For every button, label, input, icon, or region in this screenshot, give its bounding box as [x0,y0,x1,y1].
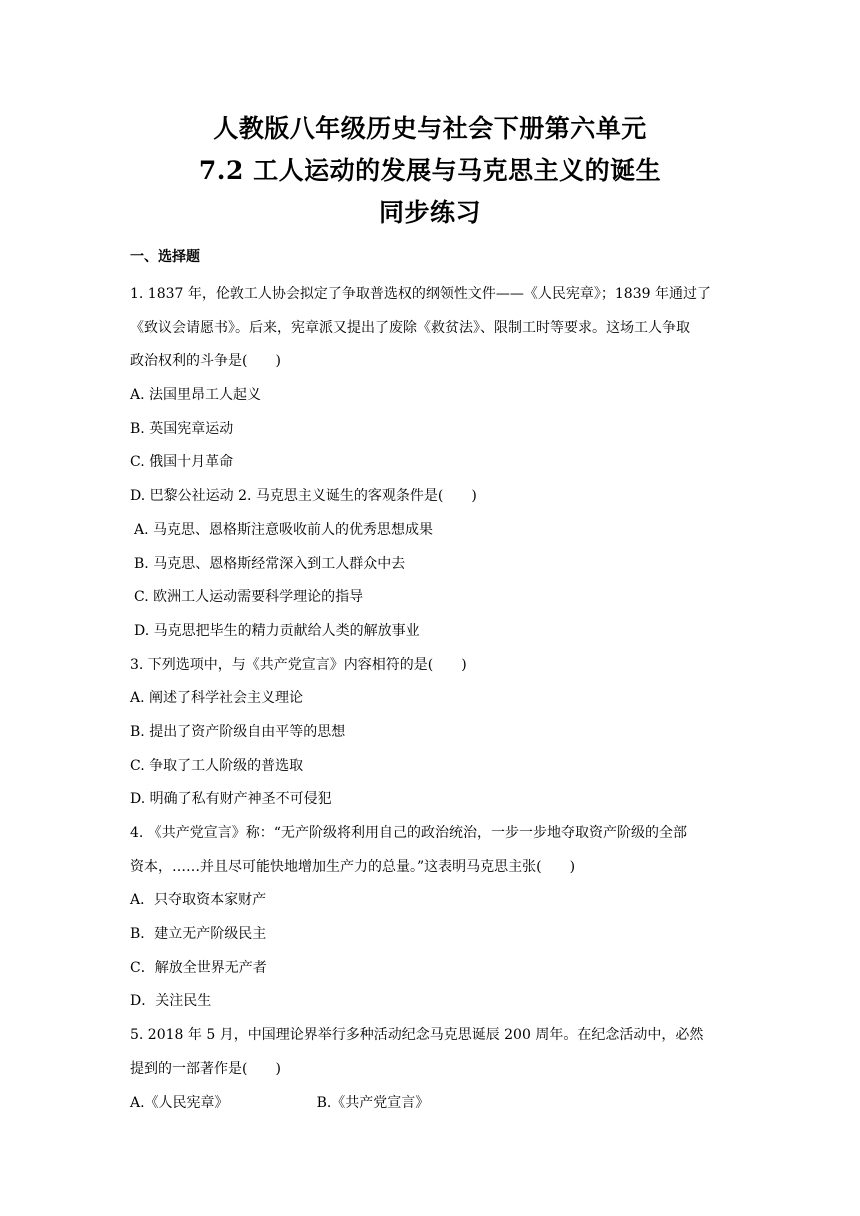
question-1-option-c: C. 俄国十月革命 [130,454,234,471]
question-2-option-c: C. 欧洲工人运动需要科学理论的指导 [134,589,364,606]
question-3-option-d: D. 明确了私有财产神圣不可侵犯 [130,791,332,808]
question-2-option-d: D. 马克思把毕生的精力贡献给人类的解放事业 [134,622,420,639]
question-1-stem-line-2: 《致议会请愿书》。后来，宪章派又提出了废除《救贫法》、限制工时等要求。这场工人争取 [130,319,690,336]
question-2 [130,514,730,649]
question-5-stem-line-2: 提到的一部著作是( ) [130,1060,281,1077]
question-4-option-b: B．建立无产阶级民主 [130,926,267,943]
question-1 [130,278,730,514]
question-3-option-a: A. 阐述了科学社会主义理论 [130,690,304,707]
title-line-3: 同步练习 [378,198,481,227]
title-line-2: 7.2 工人运动的发展与马克思主义的诞生 [198,156,662,185]
question-1-option-b: B. 英国宪章运动 [130,420,234,437]
question-4-option-d: D．关注民生 [130,993,212,1010]
question-1-stem-line-1: 1. 1837 年，伦敦工人协会拟定了争取普选权的纲领性文件——《人民宪章》；1839 年通过了 [130,286,711,302]
question-5-stem-line-1: 5. 2018 年 5 月，中国理论界举行多种活动纪念马克思诞辰 200 周年。在纪念活动中，必然 [130,1027,704,1044]
question-list [130,278,730,1120]
question-5-options [130,1087,730,1121]
question-4 [130,817,730,1019]
question-4-stem-line-2: 资本，……并且尽可能快地增加生产力的总量。”这表明马克思主张( ) [130,858,576,875]
question-4-option-a: A．只夺取资本家财产 [130,892,267,909]
question-1-option-a: A. 法国里昂工人起义 [130,387,262,404]
question-5 [130,1019,730,1120]
question-2-option-a: A. 马克思、恩格斯注意吸收前人的优秀思想成果 [134,521,434,538]
question-3-option-c: C. 争取了工人阶级的普选取 [130,757,304,774]
question-5-option-a: A.《人民宪章》 [130,1094,229,1111]
title-line-1: 人教版八年级历史与社会下册第六单元 [213,114,647,143]
question-1-option-d: D. 巴黎公社运动 2. 马克思主义诞生的客观条件是( ) [130,488,477,505]
question-2-option-b: B. 马克思、恩格斯经常深入到工人群众中去 [134,555,406,572]
question-4-option-c: C．解放全世界无产者 [130,959,267,976]
question-1-stem-line-3: 政治权利的斗争是( ) [130,353,281,370]
question-5-option-b: B.《共产党宣言》 [316,1094,430,1111]
question-3 [130,649,730,817]
document-title [0,108,860,234]
question-3-option-b: B. 提出了资产阶级自由平等的思想 [130,723,346,740]
section-heading: 一、选择题 [130,249,200,265]
question-4-stem-line-1: 4. 《共产党宣言》称：“无产阶级将利用自己的政治统治，一步一步地夺取资产阶级的全部 [130,825,687,841]
question-3-stem: 3. 下列选项中，与《共产党宣言》内容相符的是( ) [130,656,467,673]
